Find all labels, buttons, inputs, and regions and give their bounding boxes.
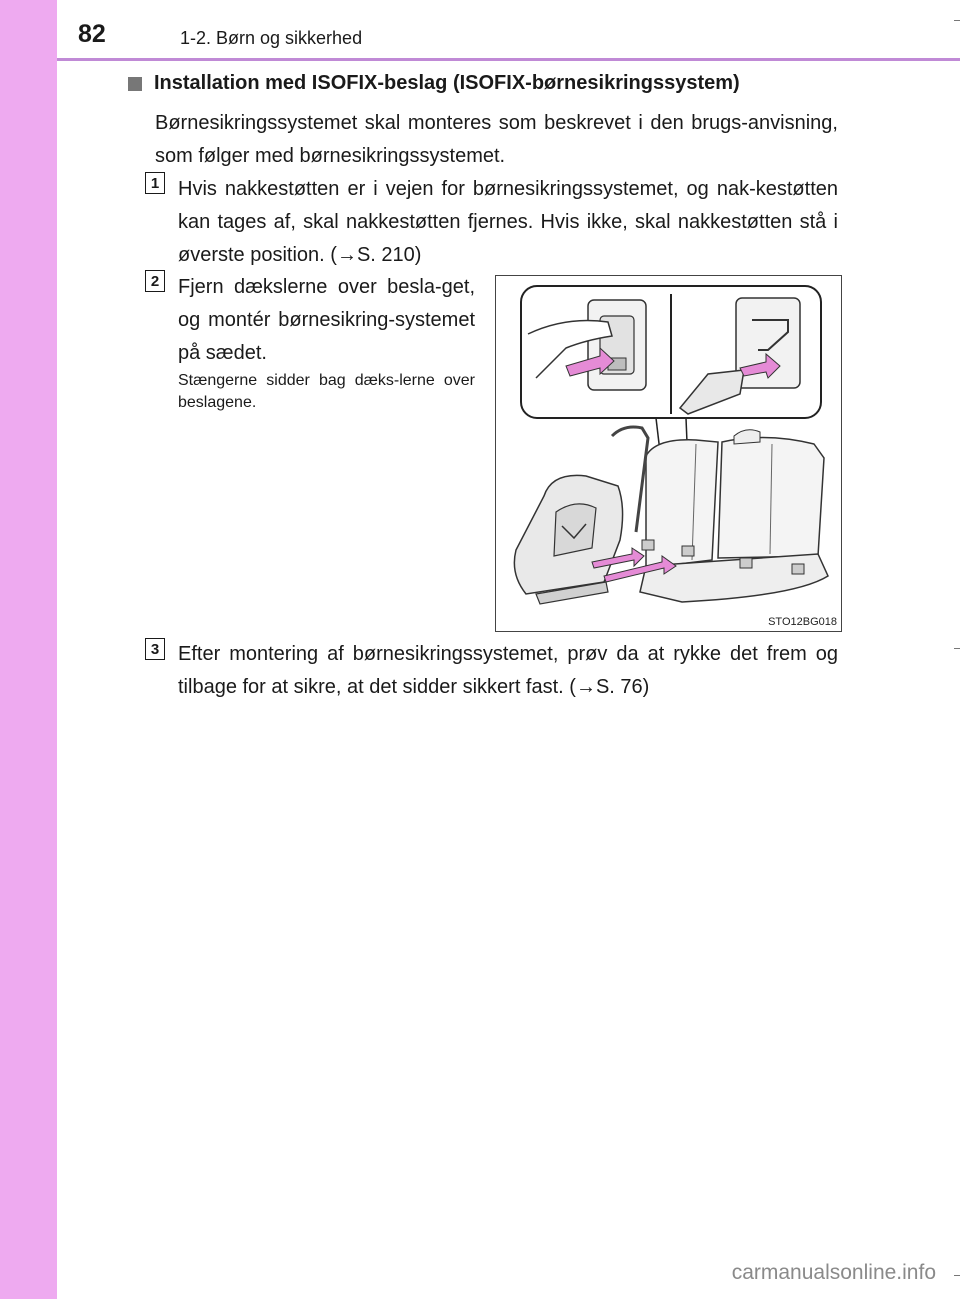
section-heading (128, 72, 740, 95)
section-heading-text: Installation med ISOFIX-beslag (ISOFIX-børnesikringssystem) (154, 72, 740, 94)
figure-label: STO12BG018 (768, 616, 837, 628)
step-number-3: 3 (145, 638, 165, 660)
header-section-title: 1-2. Børn og sikkerhed (180, 28, 363, 48)
page-number: 82 (78, 20, 106, 48)
isofix-illustration-drawing (496, 276, 840, 630)
side-band (0, 0, 57, 1299)
corner-mark (954, 648, 960, 649)
step-3-text: Efter montering af børnesikringssystemet, prøv da at rykke det frem og tilbage for at sikre, at det sidder sikkert fast. (→S. 76) (178, 643, 838, 698)
step-2-text: Fjern dækslerne over besla-get, og montér børnesikring-systemet på sædet. (178, 276, 475, 364)
step-1-text: Hvis nakkestøtten er i vejen for børnesikringssystemet, og nak-kestøtten kan tages af, skal nakkestøtten fjernes. Hvis ikke, skal nakkestøtten stå i øverste position. (→S. 210) (178, 178, 838, 266)
square-bullet-icon (128, 77, 142, 91)
isofix-illustration (495, 275, 842, 632)
watermark: carmanualsonline.info (731, 1261, 936, 1284)
step-2-note: Stængerne sidder bag dæks-lerne over beslagene. (178, 372, 475, 411)
header-rule (57, 58, 960, 61)
step-number-1: 1 (145, 172, 165, 194)
corner-mark (954, 20, 960, 21)
step-number-2: 2 (145, 270, 165, 292)
intro-paragraph: Børnesikringssystemet skal monteres som beskrevet i den brugs-anvisning, som følger med børnesikringssystemet. (155, 112, 838, 167)
corner-mark (954, 1275, 960, 1276)
